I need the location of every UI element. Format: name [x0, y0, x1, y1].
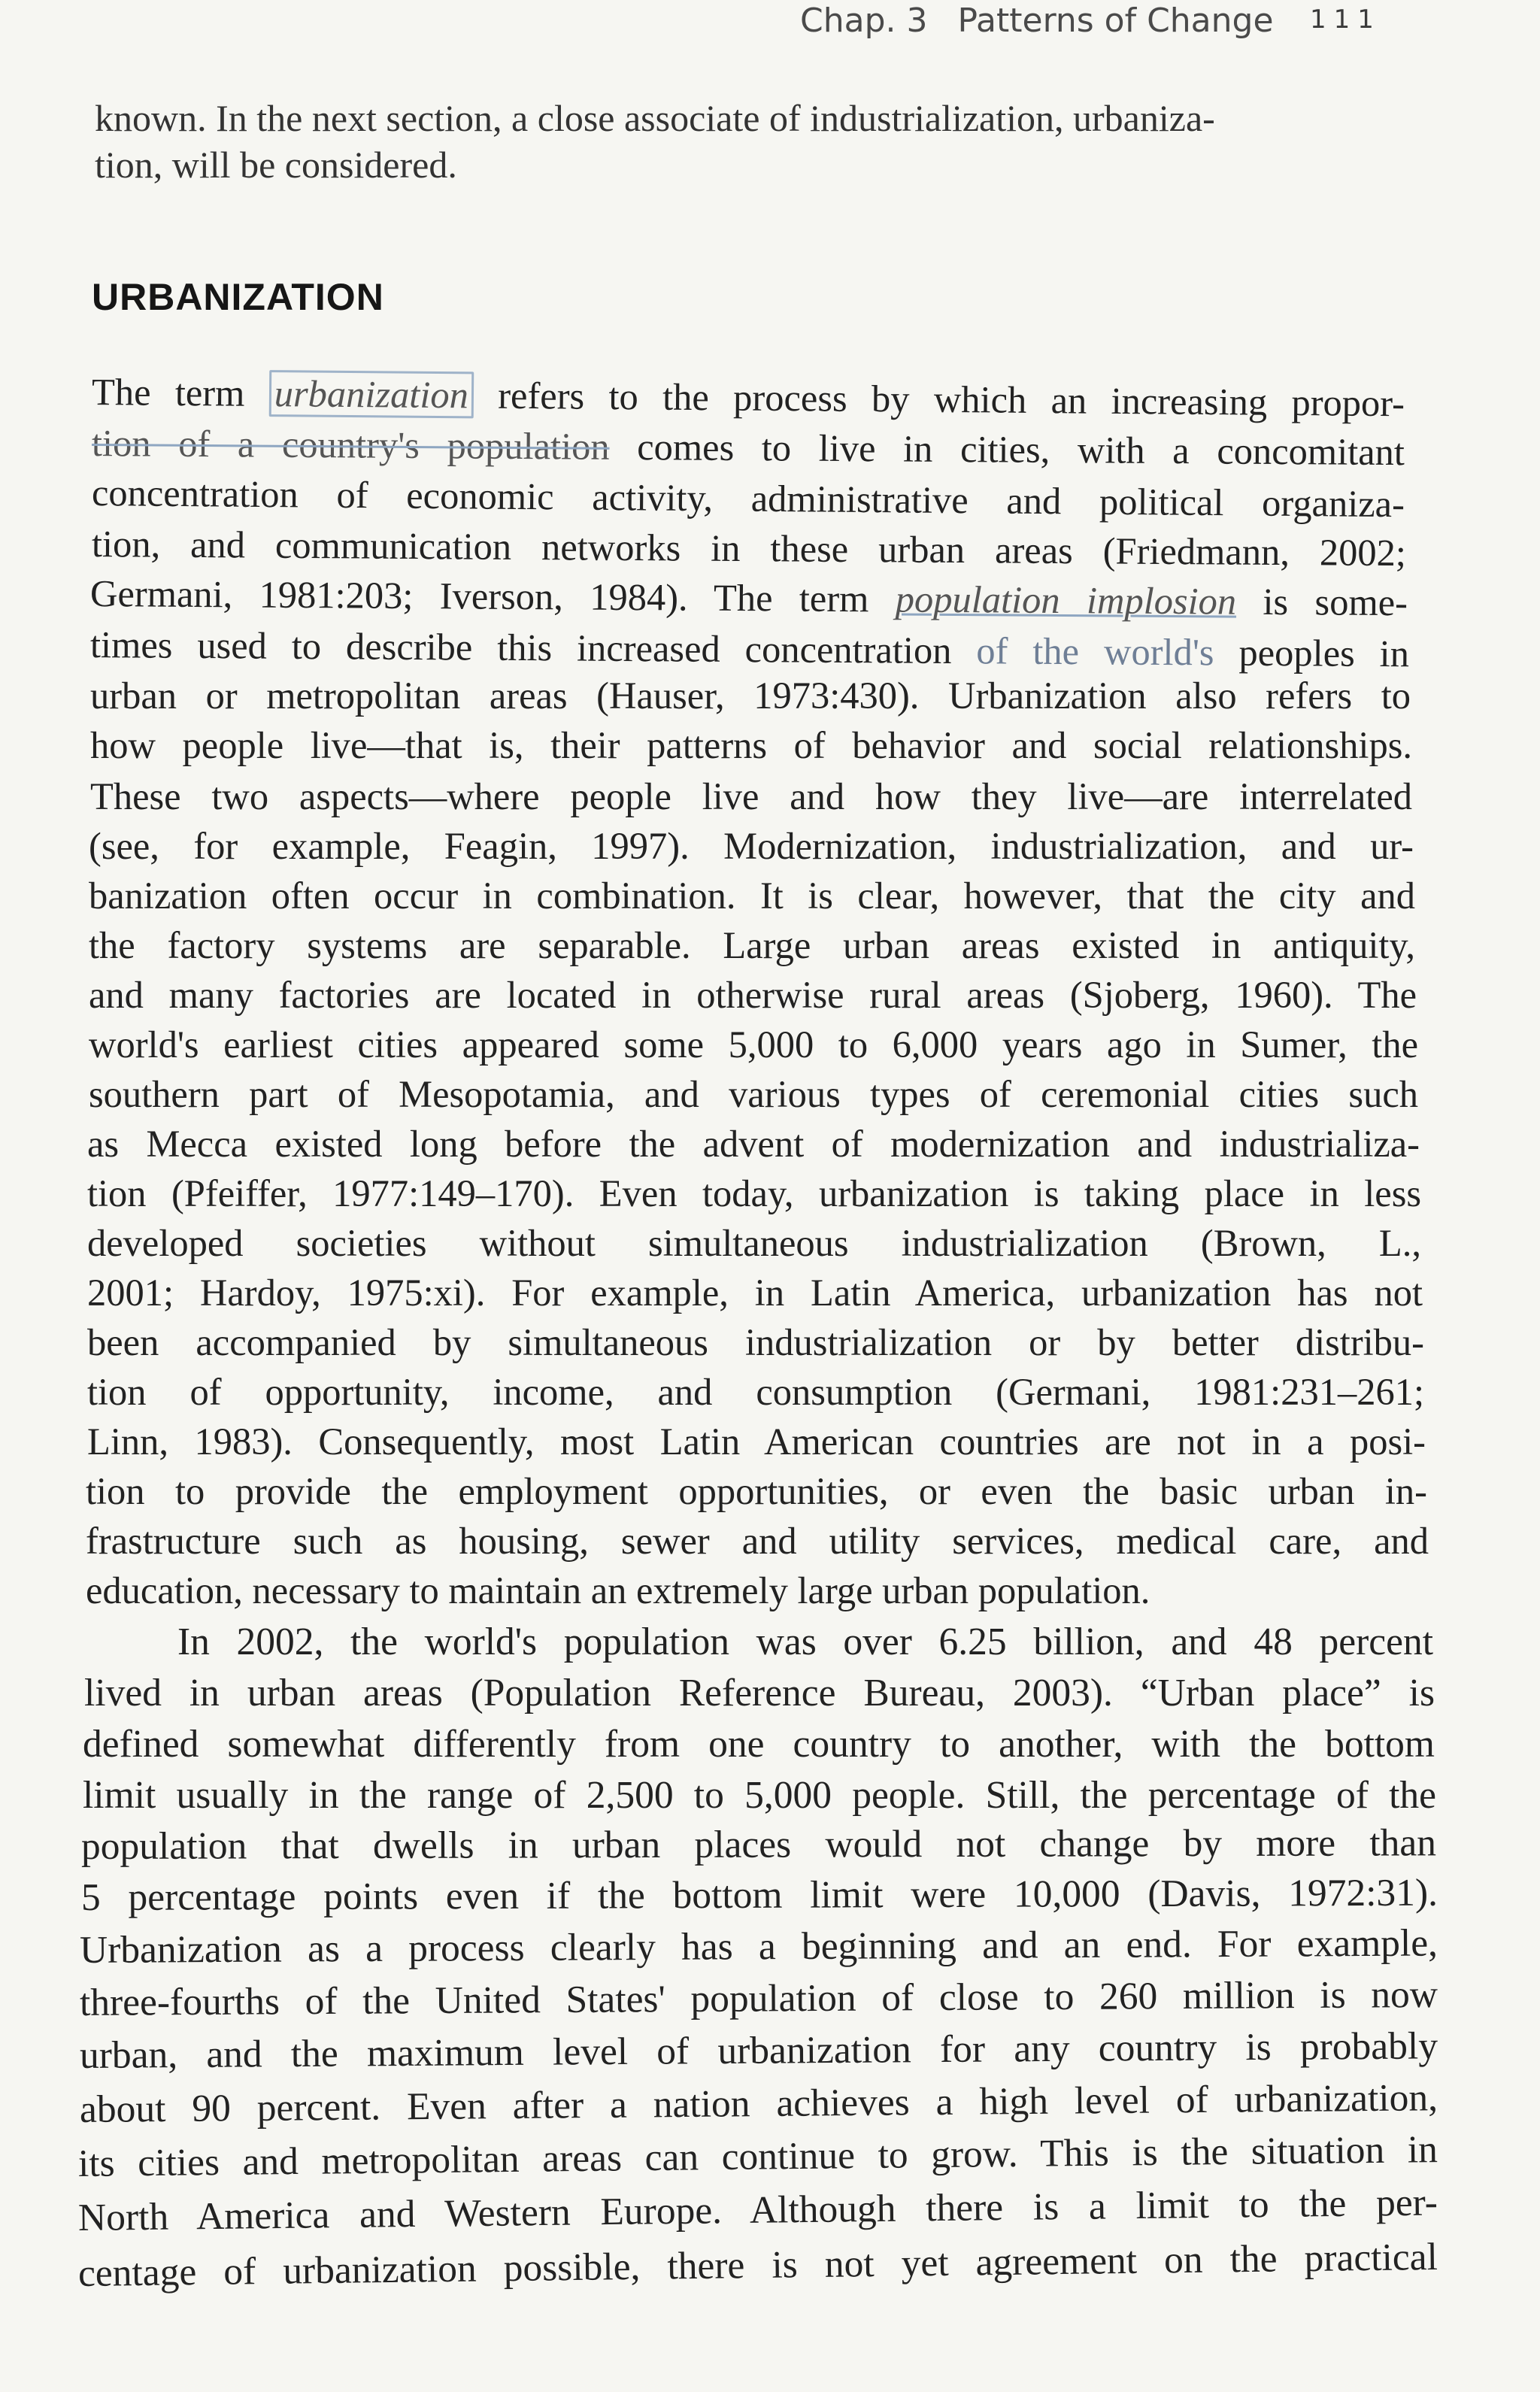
text-line: Urbanization as a process clearly has a beginning and an end. For example, [79, 1921, 1438, 1972]
text-line: the factory systems are separable. Large urban areas existed in antiquity, [89, 924, 1415, 966]
page-number: 111 [1310, 5, 1381, 35]
italic-term: population implosion [895, 578, 1237, 623]
text-line: tion, will be considered. [95, 144, 457, 186]
text-line: tion (Pfeiffer, 1977:149–170). Even today, urbanization is taking place in less [87, 1172, 1421, 1214]
text-line: education, necessary to maintain an extremely large urban population. [86, 1569, 1150, 1611]
text-line: urban, and the maximum level of urbanization for any country is probably [79, 2024, 1438, 2077]
chapter-title: Patterns of Change [957, 2, 1274, 40]
struck-text: tion of a country's population [91, 422, 610, 468]
text-line: concentration of economic activity, administrative and political organiza- [91, 471, 1405, 526]
text-line: as Mecca existed long before the advent of modernization and industrializa- [87, 1123, 1420, 1165]
text-line: banization often occur in combination. It is clear, however, that the city and [89, 875, 1415, 917]
chapter-label: Chap. 3 [800, 2, 928, 40]
text-line: known. In the next section, a close associate of industrialization, urbaniza- [95, 97, 1215, 139]
text-line: its cities and metropolitan areas can continue to grow. This is the situation in [77, 2128, 1438, 2185]
text-line: 5 percentage points even if the bottom limit were 10,000 (Davis, 1972:31). [80, 1871, 1438, 1919]
text-line: and many factories are located in otherwise rural areas (Sjoberg, 1960). The [89, 974, 1417, 1016]
text-line: times used to describe this increased concentration of the world's peoples in [89, 623, 1410, 675]
text-line: population that dwells in urban places would not change by more than [80, 1821, 1437, 1868]
highlighted-term: urbanization [268, 370, 474, 418]
text-line: world's earliest cities appeared some 5,000 to 6,000 years ago in Sumer, the [89, 1023, 1418, 1066]
text-line: tion to provide the employment opportunities, or even the basic urban in- [86, 1470, 1427, 1512]
text-line: North America and Western Europe. Although there is a limit to the per- [77, 2181, 1438, 2239]
section-heading: URBANIZATION [92, 276, 384, 318]
text-line: Germani, 1981:203; Iverson, 1984). The term population implosion is some- [89, 572, 1408, 624]
text-line: frastructure such as housing, sewer and utility services, medical care, and [86, 1520, 1429, 1562]
text-line: (see, for example, Feagin, 1997). Modernization, industrialization, and ur- [89, 825, 1414, 867]
text-line: 2001; Hardoy, 1975:xi). For example, in Latin America, urbanization has not [87, 1272, 1423, 1314]
text-line: how people live—that is, their patterns of behavior and social relationships. [90, 724, 1412, 766]
text-line: These two aspects—where people live and how they live—are interrelated [90, 775, 1412, 817]
text-line: tion, and communication networks in these urban areas (Friedmann, 2002; [91, 523, 1407, 575]
text-line: urban or metropolitan areas (Hauser, 1973:430). Urbanization also refers to [90, 675, 1411, 717]
text-line: limit usually in the range of 2,500 to 5,000 people. Still, the percentage of the [83, 1774, 1436, 1817]
text-line: In 2002, the world's population was over 6.25 billion, and 48 percent [177, 1620, 1433, 1663]
running-head [800, 2, 1477, 40]
text-line: The term urbanization refers to the process by which an increasing propor- [91, 371, 1405, 425]
text-line: three-fourths of the United States' population of close to 260 million is now [79, 1972, 1438, 2024]
text-line: developed societies without simultaneous industrialization (Brown, L., [87, 1222, 1421, 1264]
text-line: centage of urbanization possible, there is not yet agreement on the practical [77, 2235, 1438, 2295]
text-line: tion of a country's population comes to live in cities, with a concomitant [91, 422, 1405, 474]
text-line: been accompanied by simultaneous industrialization or by better distribu- [87, 1321, 1424, 1363]
text-line: lived in urban areas (Population Reference Bureau, 2003). “Urban place” is [84, 1672, 1435, 1714]
text-line: Linn, 1983). Consequently, most Latin American countries are not in a posi- [87, 1420, 1426, 1463]
text-line: tion of opportunity, income, and consumption (Germani, 1981:231–261; [87, 1371, 1424, 1413]
text-line: defined somewhat differently from one country to another, with the bottom [83, 1723, 1435, 1766]
text-line: southern part of Mesopotamia, and various types of ceremonial cities such [89, 1073, 1418, 1115]
text-line: about 90 percent. Even after a nation achieves a high level of urbanization, [79, 2076, 1438, 2131]
